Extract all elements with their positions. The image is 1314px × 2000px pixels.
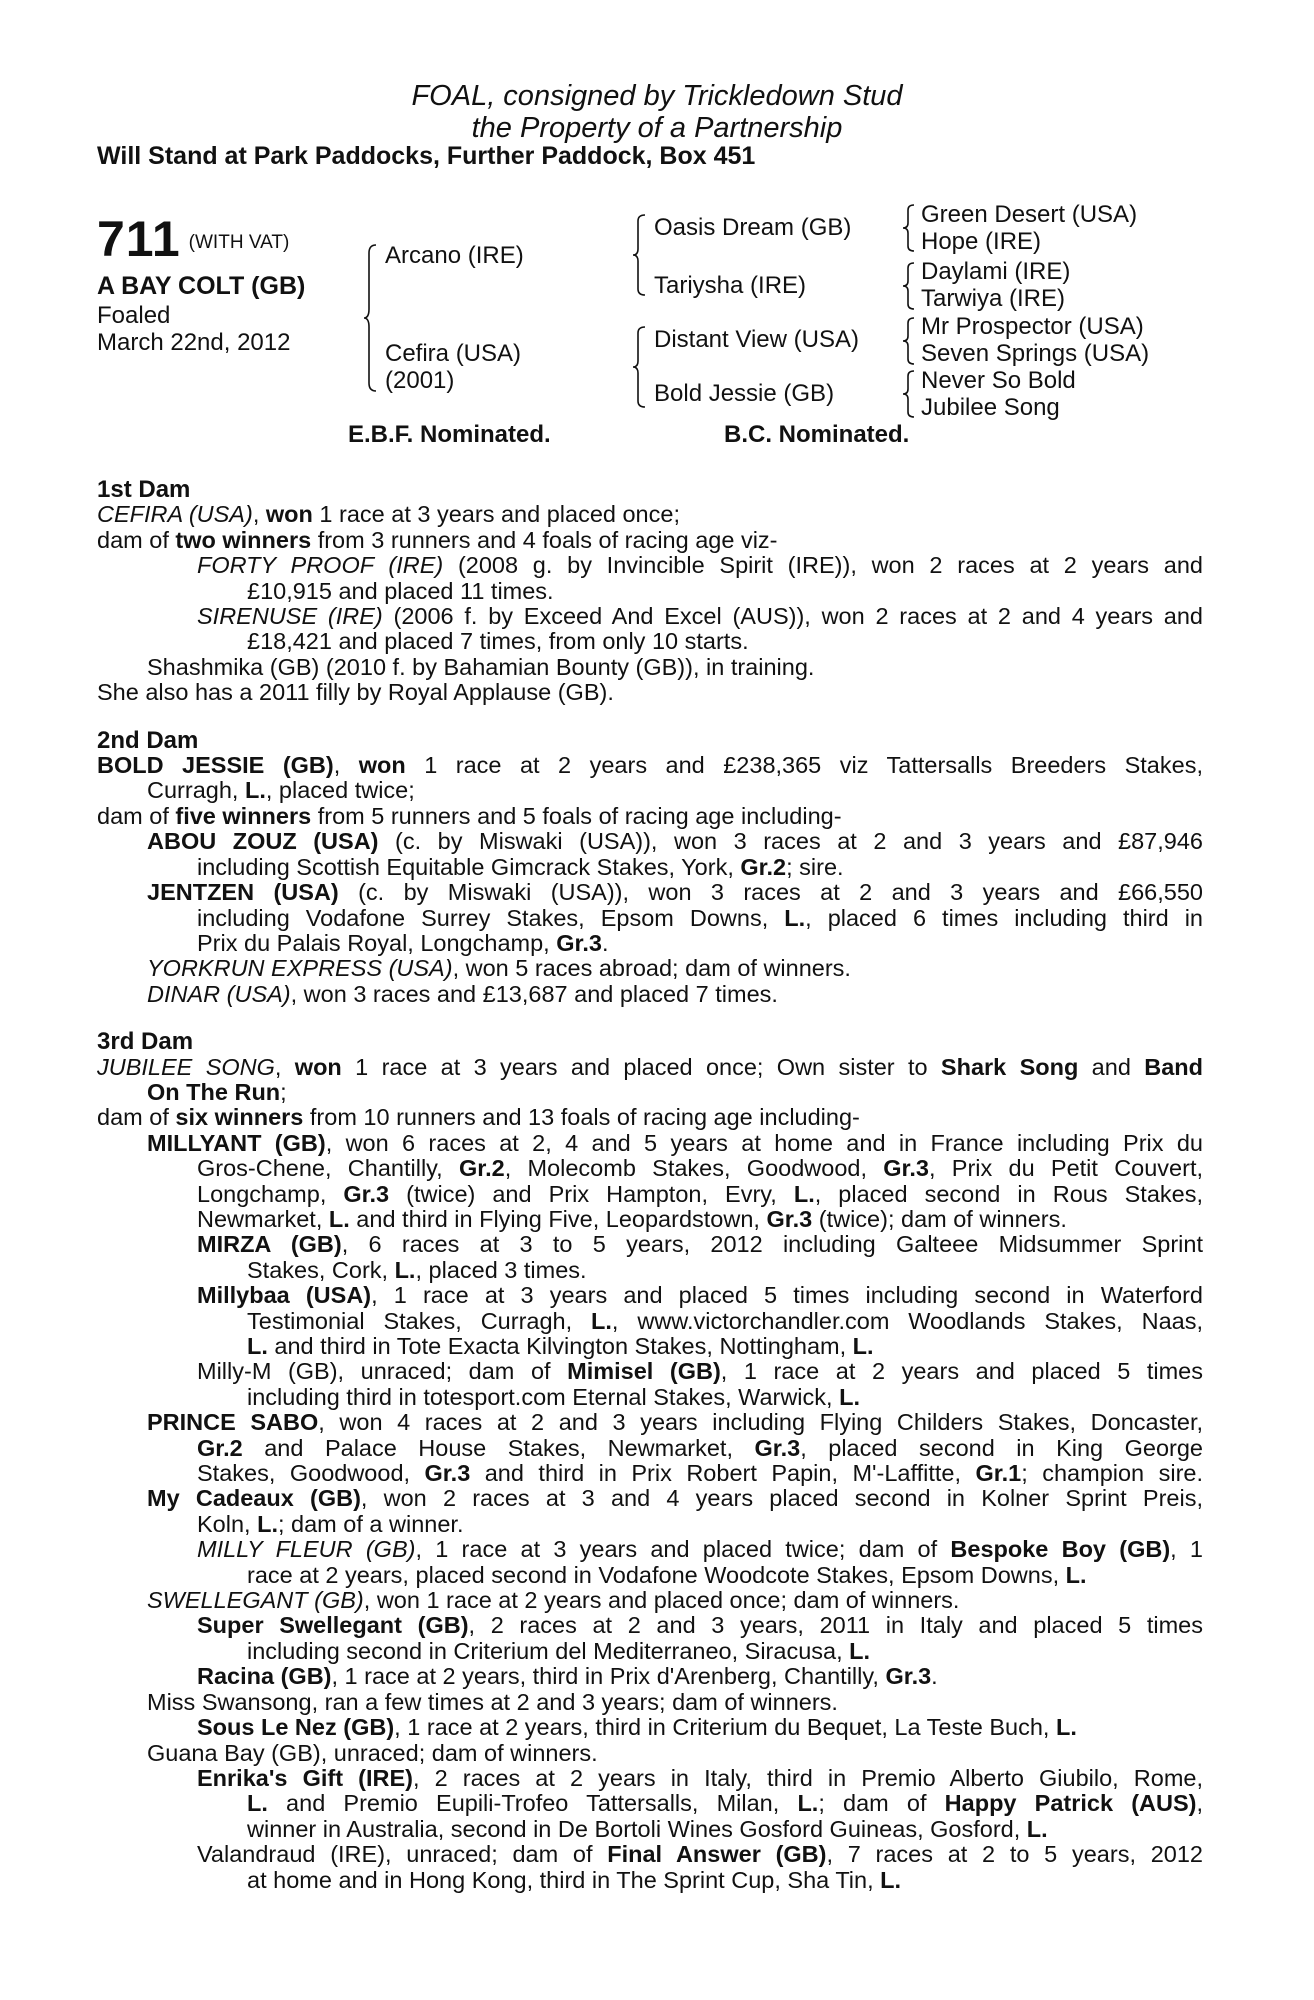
record-line: Gros-Chene, Chantilly, Gr.2, Molecomb Stakes, Goodwood, Gr.3, Prix du Petit Couvert, xyxy=(197,1155,1204,1182)
second-dam-heading: 2nd Dam xyxy=(97,726,199,754)
record-line: £18,421 and placed 7 times, from only 10 starts. xyxy=(247,628,749,655)
ancestor: Mr Prospector (USA) xyxy=(921,313,1144,340)
record-line: My Cadeaux (GB), won 2 races at 3 and 4 years placed second in Kolner Sprint Preis, xyxy=(147,1485,1203,1512)
record-line: CEFIRA (USA), won 1 race at 3 years and placed once; xyxy=(97,501,680,528)
record-line: MILLYANT (GB), won 6 races at 2, 4 and 5 years at home and in France including Prix du xyxy=(147,1129,1203,1156)
record-line: ABOU ZOUZ (USA) (c. by Miswaki (USA)), won 3 races at 2 and 3 years and £87,946 xyxy=(147,828,1203,855)
record-line: JUBILEE SONG, won 1 race at 3 years and placed once; Own sister to Shark Song and Band xyxy=(97,1053,1203,1080)
sire-dam: Tariysha (IRE) xyxy=(654,272,807,299)
record-line: She also has a 2011 filly by Royal Applause (GB). xyxy=(97,679,614,706)
ancestor: Hope (IRE) xyxy=(921,228,1042,255)
record-line: FORTY PROOF (IRE) (2008 g. by Invincible Spirit (IRE)), won 2 races at 2 years and xyxy=(197,552,1203,579)
record-line: Gr.2 and Palace House Stakes, Newmarket, Gr.3, placed second in King George xyxy=(197,1434,1203,1461)
record-line: dam of six winners from 10 runners and 13 foals of racing age including- xyxy=(97,1104,860,1131)
record-line: Milly-M (GB), unraced; dam of Mimisel (GB), 1 race at 2 years and placed 5 times xyxy=(197,1358,1203,1385)
record-line: Shashmika (GB) (2010 f. by Bahamian Bounty (GB)), in training. xyxy=(147,653,815,680)
pedigree-brace xyxy=(903,203,915,253)
record-line: MILLY FLEUR (GB), 1 race at 3 years and placed twice; dam of Bespoke Boy (GB), 1 xyxy=(197,1536,1203,1563)
consignor-line: FOAL, consigned by Trickledown Stud xyxy=(411,80,903,112)
record-line: dam of five winners from 5 runners and 5 foals of racing age including- xyxy=(97,802,842,829)
stand-line: Will Stand at Park Paddocks, Further Paddock, Box 451 xyxy=(97,142,756,170)
record-line: including Scottish Equitable Gimcrack Stakes, York, Gr.2; sire. xyxy=(197,853,844,880)
record-line: On The Run; xyxy=(147,1078,287,1105)
bc-nominated: B.C. Nominated. xyxy=(724,421,910,448)
record-line: Curragh, L., placed twice; xyxy=(147,777,415,804)
record-line: JENTZEN (USA) (c. by Miswaki (USA)), won 3 races at 2 and 3 years and £66,550 xyxy=(147,879,1203,906)
record-line: Testimonial Stakes, Curragh, L., www.victorchandler.com Woodlands Stakes, Naas, xyxy=(247,1307,1203,1334)
vat-label: (WITH VAT) xyxy=(188,232,290,253)
sire-sire: Oasis Dream (GB) xyxy=(654,214,852,241)
record-line: race at 2 years, placed second in Vodafone Woodcote Stakes, Epsom Downs, L. xyxy=(247,1561,1087,1588)
ebf-nominated: E.B.F. Nominated. xyxy=(348,421,551,448)
record-line: Millybaa (USA), 1 race at 3 years and placed 5 times including second in Waterford xyxy=(197,1282,1203,1309)
pedigree-brace xyxy=(633,213,647,297)
record-line: winner in Australia, second in De Bortoli Wines Gosford Guineas, Gosford, L. xyxy=(247,1815,1048,1842)
ancestor: Never So Bold xyxy=(921,367,1076,394)
record-line: Stakes, Cork, L., placed 3 times. xyxy=(247,1256,587,1283)
record-line: Newmarket, L. and third in Flying Five, Leopardstown, Gr.3 (twice); dam of winners. xyxy=(197,1205,1067,1232)
lot-number: 711 xyxy=(97,211,181,267)
dam-year: (2001) xyxy=(385,367,455,394)
record-line: L. and third in Tote Exacta Kilvington Stakes, Nottingham, L. xyxy=(247,1333,874,1359)
record-line: Valandraud (IRE), unraced; dam of Final Answer (GB), 7 races at 2 to 5 years, 2012 xyxy=(197,1841,1203,1868)
record-line: Sous Le Nez (GB), 1 race at 2 years, third in Criterium du Bequet, La Teste Buch, L. xyxy=(197,1714,1077,1741)
record-line: Stakes, Goodwood, Gr.3 and third in Prix Robert Papin, M'-Laffitte, Gr.1; champion sire. xyxy=(197,1460,1203,1487)
record-line: including third in totesport.com Eternal Stakes, Warwick, L. xyxy=(247,1383,860,1410)
record-line: including Vodafone Surrey Stakes, Epsom Downs, L., placed 6 times including third in xyxy=(197,904,1203,931)
dam-sire: Distant View (USA) xyxy=(654,326,859,353)
lot-title: A BAY COLT (GB) xyxy=(97,272,306,300)
record-line: including second in Criterium del Mediterraneo, Siracusa, L. xyxy=(247,1637,871,1664)
record-line: BOLD JESSIE (GB), won 1 race at 2 years and £238,365 viz Tattersalls Breeders Stakes, xyxy=(97,752,1203,779)
ancestor: Seven Springs (USA) xyxy=(921,340,1150,367)
record-line: SWELLEGANT (GB), won 1 race at 2 years and placed once; dam of winners. xyxy=(147,1587,960,1614)
record-line: Prix du Palais Royal, Longchamp, Gr.3. xyxy=(197,929,609,956)
record-line: L. and Premio Eupili-Trofeo Tattersalls, Milan, L.; dam of Happy Patrick (AUS), xyxy=(247,1790,1203,1817)
ancestor: Green Desert (USA) xyxy=(921,201,1138,228)
foaled-label: Foaled xyxy=(97,302,171,329)
dam-name: Cefira (USA) xyxy=(385,340,522,367)
record-line: MIRZA (GB), 6 races at 3 to 5 years, 2012 including Galteee Midsummer Sprint xyxy=(197,1231,1203,1258)
third-dam-heading: 3rd Dam xyxy=(97,1028,194,1056)
pedigree-brace xyxy=(364,243,378,393)
sire-name: Arcano (IRE) xyxy=(385,242,524,269)
ancestor: Tarwiya (IRE) xyxy=(921,285,1066,312)
property-line: the Property of a Partnership xyxy=(471,112,843,144)
pedigree-brace xyxy=(903,369,915,419)
record-line: DINAR (USA), won 3 races and £13,687 and placed 7 times. xyxy=(147,980,778,1007)
record-line: YORKRUN EXPRESS (USA), won 5 races abroad; dam of winners. xyxy=(147,955,851,982)
record-line: Longchamp, Gr.3 (twice) and Prix Hampton, Evry, L., placed second in Rous Stakes, xyxy=(197,1180,1203,1207)
ancestor: Jubilee Song xyxy=(921,394,1060,421)
record-line: Racina (GB), 1 race at 2 years, third in Prix d'Arenberg, Chantilly, Gr.3. xyxy=(197,1663,938,1690)
ancestor: Daylami (IRE) xyxy=(921,258,1071,285)
foaled-date: March 22nd, 2012 xyxy=(97,329,291,356)
record-line: dam of two winners from 3 runners and 4 foals of racing age viz- xyxy=(97,526,778,553)
first-dam-heading: 1st Dam xyxy=(97,476,191,503)
pedigree-brace xyxy=(903,261,915,311)
record-line: at home and in Hong Kong, third in The Sprint Cup, Sha Tin, L. xyxy=(247,1866,902,1893)
record-line: £10,915 and placed 11 times. xyxy=(247,577,554,604)
record-line: Super Swellegant (GB), 2 races at 2 and 3 years, 2011 in Italy and placed 5 times xyxy=(197,1612,1203,1639)
dam-dam: Bold Jessie (GB) xyxy=(654,380,835,407)
lot-number-block xyxy=(97,210,289,268)
pedigree-brace xyxy=(633,325,647,409)
record-line: Miss Swansong, ran a few times at 2 and 3 years; dam of winners. xyxy=(147,1688,838,1715)
record-line: PRINCE SABO, won 4 races at 2 and 3 years including Flying Childers Stakes, Doncaster, xyxy=(147,1409,1203,1436)
record-line: Guana Bay (GB), unraced; dam of winners. xyxy=(147,1739,598,1766)
record-line: SIRENUSE (IRE) (2006 f. by Exceed And Excel (AUS)), won 2 races at 2 and 4 years and xyxy=(197,603,1204,630)
record-line: Koln, L.; dam of a winner. xyxy=(197,1510,464,1537)
pedigree-brace xyxy=(903,316,915,366)
record-line: Enrika's Gift (IRE), 2 races at 2 years in Italy, third in Premio Alberto Giubilo, Rome, xyxy=(197,1764,1204,1791)
racing-record xyxy=(97,477,1203,1893)
